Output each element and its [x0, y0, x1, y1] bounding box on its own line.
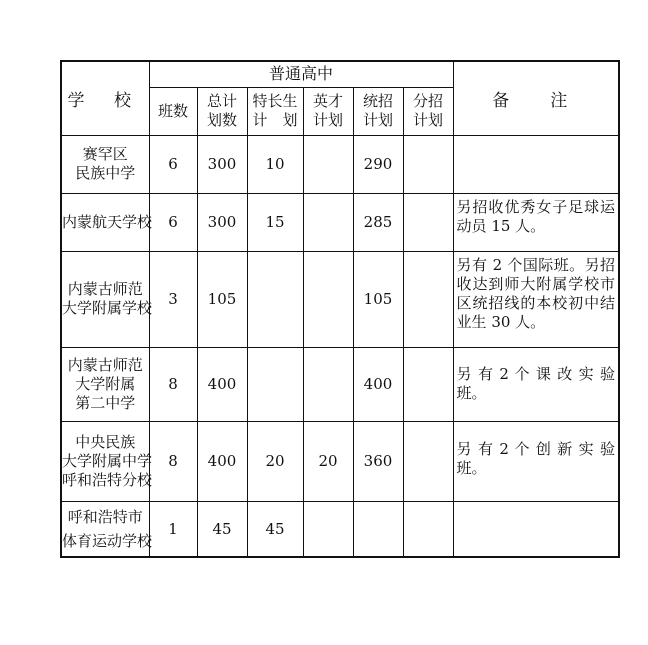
- talent-cell: 20: [303, 421, 353, 501]
- talent-cell: [303, 501, 353, 557]
- remarks-cell: 另 有 2 个 创 新 实 验 班。: [453, 421, 619, 501]
- unified-cell: 285: [353, 193, 403, 251]
- school-header: 学 校: [61, 61, 149, 135]
- classes-cell: 3: [149, 251, 197, 347]
- remarks-cell: 另 有 2 个 课 改 实 验 班。: [453, 347, 619, 421]
- separate-cell: [403, 193, 453, 251]
- talent-cell: [303, 251, 353, 347]
- separate-cell: [403, 421, 453, 501]
- separate-cell: [403, 135, 453, 193]
- school-name: 中央民族 大学附属中学 呼和浩特分校: [61, 421, 149, 501]
- table-row: [61, 193, 619, 251]
- col-header-separate: 分招 计划: [403, 87, 453, 135]
- talent-cell: [303, 347, 353, 421]
- col-header-talent: 英才 计划: [303, 87, 353, 135]
- school-name: 赛罕区 民族中学: [61, 135, 149, 193]
- unified-cell: [353, 501, 403, 557]
- table-row: [61, 501, 619, 557]
- school-name: 内蒙古师范 大学附属 第二中学: [61, 347, 149, 421]
- special-cell: 10: [247, 135, 303, 193]
- total-cell: 105: [197, 251, 247, 347]
- unified-cell: 105: [353, 251, 403, 347]
- total-cell: 400: [197, 421, 247, 501]
- total-cell: 45: [197, 501, 247, 557]
- remarks-header: 备 注: [453, 61, 619, 135]
- special-cell: 45: [247, 501, 303, 557]
- total-cell: 400: [197, 347, 247, 421]
- remarks-cell: [453, 501, 619, 557]
- separate-cell: [403, 347, 453, 421]
- table-row: [61, 421, 619, 501]
- special-cell: 15: [247, 193, 303, 251]
- classes-cell: 6: [149, 135, 197, 193]
- school-name: 内蒙古师范 大学附属学校: [61, 251, 149, 347]
- classes-cell: 8: [149, 421, 197, 501]
- remarks-cell: 另招收优秀女子足球运动员 15 人。: [453, 193, 619, 251]
- table-row: [61, 347, 619, 421]
- total-cell: 300: [197, 193, 247, 251]
- table-row: [61, 135, 619, 193]
- talent-cell: [303, 193, 353, 251]
- remarks-cell: [453, 135, 619, 193]
- total-cell: 300: [197, 135, 247, 193]
- remarks-cell: 另有 2 个国际班。另招收达到师大附属学校市区统招线的本校初中结业生 30 人。: [453, 251, 619, 347]
- school-name: 呼和浩特市 体育运动学校: [61, 501, 149, 557]
- unified-cell: 360: [353, 421, 403, 501]
- special-cell: [247, 251, 303, 347]
- col-header-classes: 班数: [149, 87, 197, 135]
- special-cell: 20: [247, 421, 303, 501]
- col-header-unified: 统招 计划: [353, 87, 403, 135]
- unified-cell: 400: [353, 347, 403, 421]
- col-header-special: 特长生 计 划: [247, 87, 303, 135]
- classes-cell: 8: [149, 347, 197, 421]
- separate-cell: [403, 251, 453, 347]
- classes-cell: 6: [149, 193, 197, 251]
- unified-cell: 290: [353, 135, 403, 193]
- talent-cell: [303, 135, 353, 193]
- enrollment-table: [60, 60, 620, 558]
- header-row-1: [61, 61, 619, 87]
- col-header-total: 总计 划数: [197, 87, 247, 135]
- separate-cell: [403, 501, 453, 557]
- classes-cell: 1: [149, 501, 197, 557]
- special-cell: [247, 347, 303, 421]
- school-name: 内蒙航天学校: [61, 193, 149, 251]
- group-header: 普通高中: [149, 61, 453, 87]
- table-row: [61, 251, 619, 347]
